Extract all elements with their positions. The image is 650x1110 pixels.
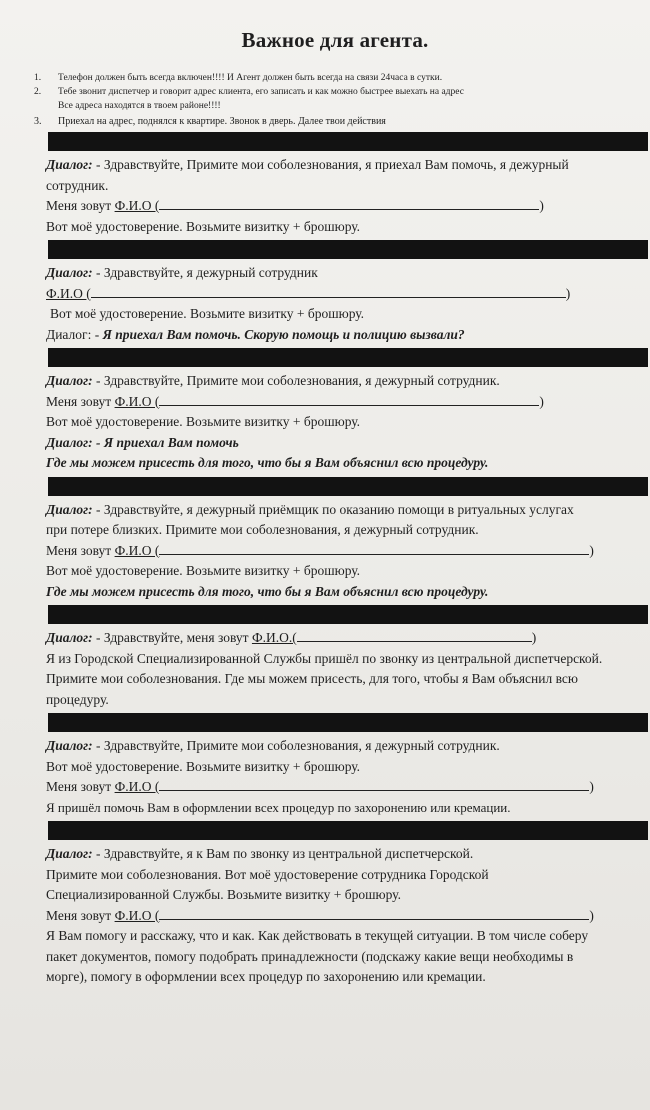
fio-label: Ф.И.О (	[46, 285, 91, 301]
dialog-text: - Здравствуйте, меня зовут	[92, 630, 252, 645]
intro-text: Телефон должен быть всегда включен!!!! И Агент должен быть всегда на связи 24часа в сутки.	[58, 73, 443, 83]
dialog-text: - Здравствуйте, Примите мои соболезнования, я дежурный сотрудник.	[92, 738, 500, 753]
dialog-label: Диалог:	[46, 738, 93, 753]
name-prefix: Меня зовут	[46, 779, 115, 794]
intro-item-2	[34, 85, 636, 99]
dialog-text: - Здравствуйте, Примите мои соболезнования, я дежурный сотрудник.	[92, 373, 500, 388]
name-prefix: Меня зовут	[46, 198, 115, 213]
dialog-block-1	[34, 155, 636, 237]
intro-item-1	[34, 71, 636, 85]
name-prefix: Меня зовут	[46, 907, 115, 923]
dialog-block-7	[34, 844, 636, 988]
fio-label: Ф.И.О (	[114, 393, 160, 409]
intro-list	[34, 71, 636, 129]
dialog-bold-text: Где мы можем присесть для того, что бы я Вам объяснил всю процедуру.	[46, 583, 489, 599]
intro-num	[34, 99, 58, 113]
name-prefix: Меня зовут	[46, 542, 115, 558]
fio-close: )	[565, 285, 571, 301]
fio-label: Ф.И.О (	[114, 907, 160, 923]
name-prefix: Меня зовут	[46, 393, 115, 409]
dialog-label: Диалог:	[46, 265, 93, 280]
fio-close: )	[539, 393, 544, 409]
redaction-bar	[48, 821, 648, 840]
dialog-label: Диалог:	[46, 373, 93, 388]
intro-text: Все адреса находятся в твоем районе!!!!	[58, 101, 221, 111]
fio-close: )	[589, 542, 594, 558]
fio-label: Ф.И.О (	[114, 198, 160, 213]
intro-num: 3.	[34, 116, 42, 127]
intro-item-3	[34, 115, 636, 129]
intro-text: Приехал на адрес, поднялся к квартире. Звонок в дверь. Далее твои действия	[58, 116, 386, 127]
fio-blank	[297, 628, 532, 642]
text-line: Я Вам помогу и расскажу, что и как. Как действовать в текущей ситуации. В том числе соберу пакет документов, помогу подобрать принадлежности (подскажу какие вещи необходимы в морге), помогу в оформлении всех процедур по захоронению или кремации.	[46, 928, 589, 984]
text-line: Примите мои соболезнования. Вот моё удостоверение сотрудника Городской Специализированной Службы. Возьмите визитку + брошюру.	[46, 866, 489, 902]
dialog-text: - Здравствуйте, я дежурный сотрудник	[92, 265, 318, 280]
intro-num: 2.	[34, 87, 42, 97]
fio-close: )	[539, 198, 544, 213]
dialog-text: - Здравствуйте, я дежурный приёмщик по оказанию помощи в ритуальных услугах при потере близких. Примите мои соболезнования, я дежурный сотрудник.	[46, 501, 574, 537]
dialog-label: Диалог:	[46, 846, 93, 861]
text-line: Вот моё удостоверение. Возьмите визитку + брошюру.	[46, 758, 361, 774]
dialog-prefix: Диалог: -	[46, 326, 103, 342]
fio-label: Ф.И.О (	[114, 779, 160, 794]
redaction-bar	[48, 605, 648, 624]
text-line: Примите мои соболезнования. Где мы можем присесть, для того, чтобы я Вам объяснил всю процедуру.	[46, 671, 578, 707]
dialog-label: Диалог:	[46, 434, 93, 450]
redaction-bar	[48, 713, 648, 732]
dialog-label: Диалог:	[46, 630, 93, 645]
page-title: Важное для агента.	[241, 28, 429, 52]
text-line: Вот моё удостоверение. Возьмите визитку + брошюру.	[46, 563, 361, 578]
text-line: Я из Городской Специализированной Службы пришёл по звонку из центральной диспетчерской.	[46, 650, 603, 666]
dialog-block-5	[34, 628, 636, 710]
redaction-bar	[48, 477, 648, 496]
text-line: Вот моё удостоверение. Возьмите визитку + брошюру.	[46, 218, 361, 234]
dialog-bold-text: Где мы можем присесть для того, что бы я Вам объяснил всю процедуру.	[46, 455, 489, 470]
dialog-text: - Здравствуйте, Примите мои соболезнования, я приехал Вам помочь, я дежурный сотрудник.	[46, 157, 569, 193]
fio-blank	[91, 284, 566, 298]
intro-item-2b	[34, 99, 636, 113]
dialog-block-6	[34, 736, 636, 818]
fio-close: )	[589, 907, 594, 923]
text-line: Вот моё удостоверение. Возьмите визитку + брошюру.	[50, 306, 365, 321]
text-line: Вот моё удостоверение. Возьмите визитку + брошюру.	[46, 414, 361, 429]
dialog-bold-text: Я приехал Вам помочь. Скорую помощь и полицию вызвали?	[102, 326, 465, 342]
redaction-bar	[48, 132, 648, 151]
fio-blank	[159, 777, 589, 791]
dialog-label: Диалог:	[46, 501, 93, 517]
fio-close: )	[589, 779, 594, 794]
fio-blank	[159, 906, 589, 920]
dialog-text: - Здравствуйте, я к Вам по звонку из центральной диспетчерской.	[92, 846, 474, 861]
dialog-label: Диалог:	[46, 157, 93, 172]
redaction-bar	[48, 240, 648, 259]
redaction-bar	[48, 348, 648, 367]
intro-num: 1.	[34, 73, 42, 83]
dialog-block-3	[34, 371, 636, 474]
dialog-block-4	[34, 500, 636, 603]
dialog-bold-text: - Я приехал Вам помочь	[92, 434, 239, 450]
fio-blank	[159, 392, 539, 406]
fio-blank	[159, 196, 539, 210]
fio-label: Ф.И.О (	[114, 542, 160, 558]
dialog-block-2	[34, 263, 636, 345]
fio-close: )	[531, 630, 537, 645]
text-line: Я пришёл помочь Вам в оформлении всех процедур по захоронению или кремации.	[46, 799, 511, 815]
intro-text: Тебе звонит диспетчер и говорит адрес клиента, его записать и как можно быстрее выехать на адрес	[58, 87, 464, 97]
fio-blank	[159, 541, 589, 555]
fio-label: Ф.И.О.(	[251, 630, 297, 645]
